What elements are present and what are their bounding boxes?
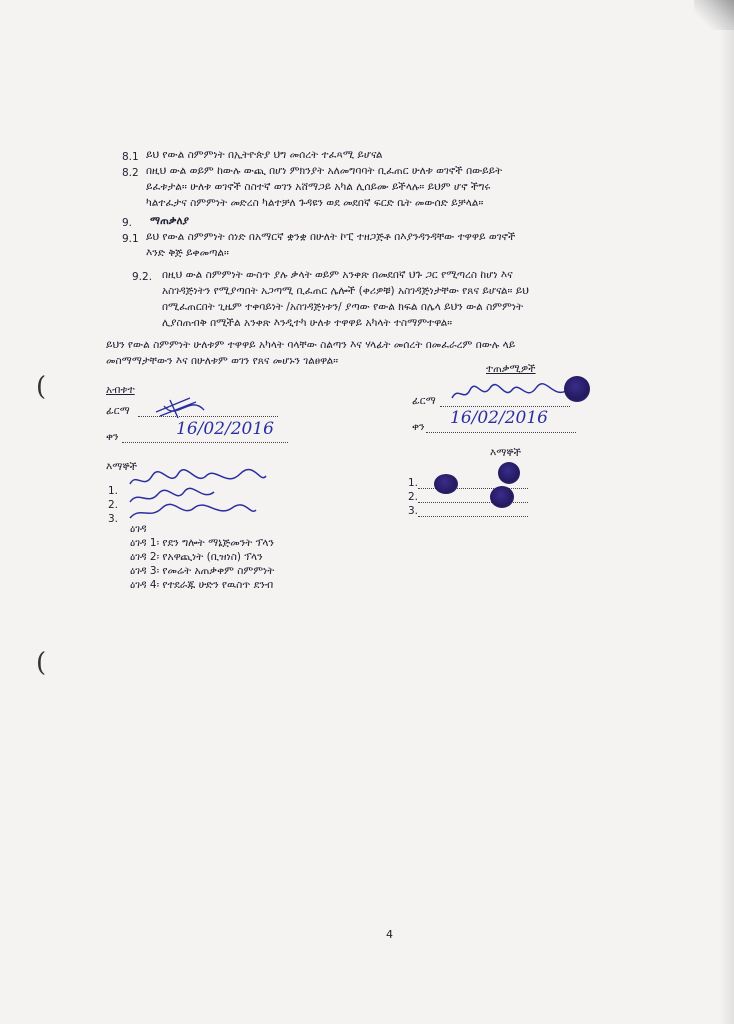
- closing-line: ይህን የውል ስምምነት ሁለቱም ተዋዋይ አካላት ባላቸው ስልጣን እና ሃላፊት መሰረት በመፈራረም በውሉ ላይ: [106, 339, 516, 351]
- binder-hole-mark: (: [36, 648, 47, 678]
- witness-number: 2.: [108, 499, 119, 511]
- clause-number: 8.1: [122, 151, 139, 163]
- thumbprint: [434, 474, 458, 494]
- witness-line: [418, 516, 528, 517]
- binder-hole-mark: (: [36, 372, 47, 402]
- thumbprint: [490, 486, 514, 508]
- right-party-heading: ተጠቃሚዎች: [486, 363, 536, 375]
- left-witness-signatures: [122, 468, 272, 524]
- right-signature-scribble: [448, 380, 572, 406]
- right-signature-line: [440, 406, 570, 407]
- right-witnesses-heading: እማኞች: [490, 447, 522, 459]
- clause-line: ይህ የውል ስምምነት ሰነድ በአማርኛ ቋንቋ በሁለት ኮፒ ተዘጋጅቶ በእያንዳንዳቸው ተዋዋይ ወገኖች: [146, 231, 516, 243]
- page-number: 4: [386, 928, 393, 941]
- right-date-handwritten: 16/02/2016: [450, 408, 548, 428]
- witness-number: 3.: [108, 513, 119, 525]
- thumbprint: [498, 462, 520, 484]
- right-date-line: [426, 432, 576, 433]
- attachment-item: ዕገዳ 2፡ የአዋጪነት (ቢዝነስ) ፕላን: [130, 551, 263, 563]
- clause-number: 9.2.: [132, 271, 153, 283]
- clause-line: እንድ ቅጅ ይቀመጣል።: [146, 247, 229, 259]
- left-party-heading: አብቱተ: [106, 384, 135, 396]
- attachment-item: ዕገዳ 4፡ የተደራጁ ሁድን የዉስጥ ደንብ: [130, 579, 274, 591]
- witness-number: 3.: [408, 505, 419, 517]
- clause-number: 8.2: [122, 167, 139, 179]
- witness-number: 1.: [408, 477, 419, 489]
- left-signature-scribble: [150, 392, 210, 422]
- witness-number: 2.: [408, 491, 419, 503]
- clause-text: ይህ የውል ስምምነት በኢትዮጵያ ህግ መሰረት ተፈጻሚ ይሆናል: [146, 149, 383, 161]
- clause-number: 9.1: [122, 233, 139, 245]
- attachment-item: ዕገዳ 3፡ የመሬት አጠቃቀም ስምምነት: [130, 565, 275, 577]
- section-number: 9.: [122, 217, 133, 229]
- clause-line: ሊያስጠብቅ በሚችል አንቀጽ እንዲተካ ሁለቱ ተዋዋይ አካላት ተስማምተዋል።: [162, 317, 453, 329]
- right-date-label: ቀን: [412, 421, 425, 433]
- clause-line: በዚህ ውል ስምምነት ውስጥ ያሉ ቃላት ወይም አንቀጽ በመደበኛ ህጉ ጋር የሚጣረስ ከሆነ እና: [162, 269, 513, 281]
- left-witnesses-heading: እማኞች: [106, 461, 138, 473]
- thumbprint: [564, 376, 590, 402]
- attachments-heading: ዕገዳ: [130, 523, 147, 535]
- folded-corner: [694, 0, 734, 30]
- section-heading: ማጠቃለያ: [150, 215, 190, 227]
- left-date-label: ቀን: [106, 431, 119, 443]
- witness-number: 1.: [108, 485, 119, 497]
- closing-line: መስማማታቸውን እና በሁለቱም ወገን የጸና መሆኑን ገልፀዋል።: [106, 355, 339, 367]
- left-signature-label: ፊርማ: [106, 405, 130, 417]
- clause-line: አስገዳጅነትን የሚያጣበት አጋጣሚ ቢፈጠር ሌሎች (ቀሪዎቹ) አስገዳጅነታቸው የጸና ይሆናል። ይህ: [162, 285, 529, 297]
- left-date-handwritten: 16/02/2016: [176, 419, 274, 439]
- clause-line: ካልተፈታና ስምምነት መድረስ ካልተቻለ ጉዳዩን ወደ መደበኛ ፍርድ ቤት መውሰድ ይቻላል።: [146, 197, 484, 209]
- left-date-line: [122, 442, 288, 443]
- clause-line: ይፈቱታል። ሁለቱ ወገኖች ስስተኛ ወገን አሸማጋይ አካል ሊሰይሙ ይችላሉ። ይህም ሆኖ ችግሩ: [146, 181, 491, 193]
- clause-line: በሚፈጠርበት ጊዜም ተቀባይነት /አስገዳጅነቱን/ ያጣው የውል ክፍል በሌላ ይህን ውል ስምምነት: [162, 301, 524, 313]
- clause-line: በዚህ ውል ወይም ከውሉ ውጪ በሆነ ምክንያት አለመግባባት ቢፈጠር ሁለቱ ወገኖች በውይይት: [146, 165, 503, 177]
- right-signature-label: ፊርማ: [412, 395, 436, 407]
- page-edge-shadow: [720, 0, 734, 1024]
- attachment-item: ዕገዳ 1፡ የደን ግሎት ማኔጅመንት ፕላን: [130, 537, 274, 549]
